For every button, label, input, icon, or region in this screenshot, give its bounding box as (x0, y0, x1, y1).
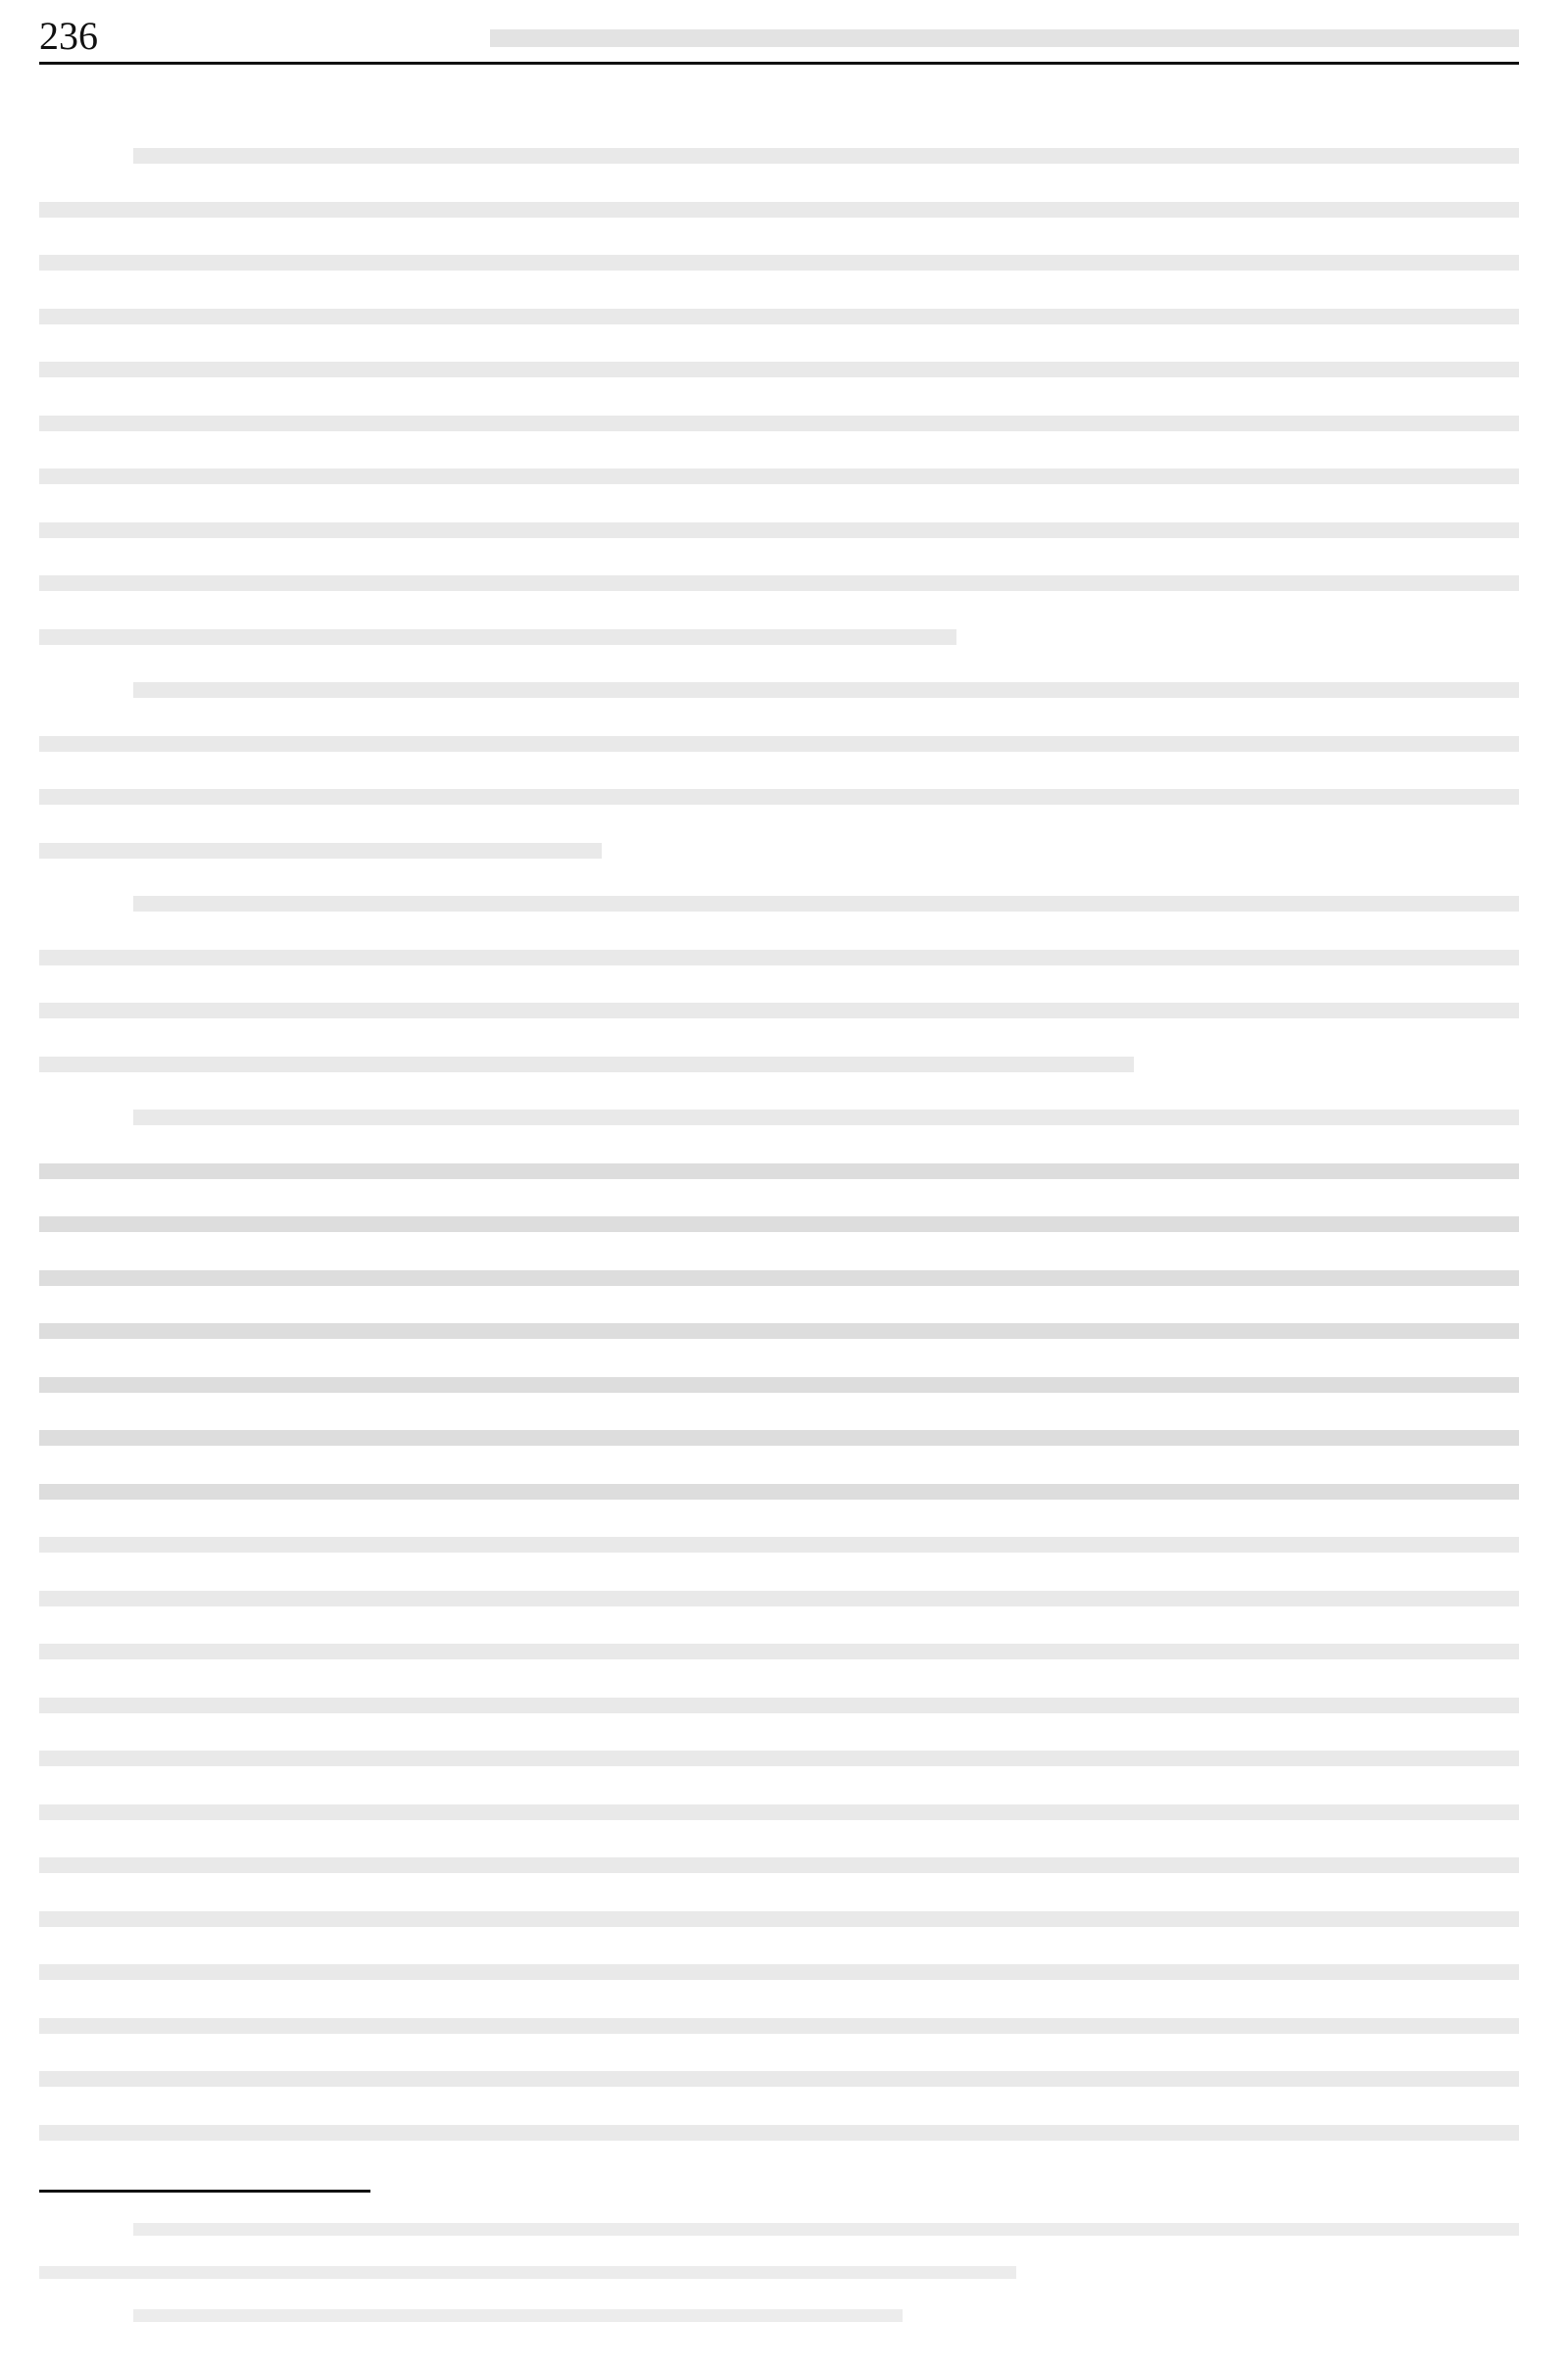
text-line (39, 557, 1519, 611)
text-line (39, 397, 1519, 451)
page-number: 236 (39, 14, 98, 58)
text-line (39, 1732, 1519, 1786)
text-line-italic (39, 1305, 1519, 1358)
text-line-italic (39, 1198, 1519, 1252)
text-line (39, 611, 1519, 665)
text-line-italic (39, 1411, 1519, 1465)
text-line (39, 2000, 1519, 2053)
running-title (490, 21, 1519, 56)
text-line (39, 183, 1519, 237)
body-text (39, 129, 1519, 2159)
text-line (39, 343, 1519, 397)
text-line (39, 2052, 1519, 2106)
text-line-italic (39, 1145, 1519, 1199)
text-line (39, 1038, 1519, 1092)
text-line (39, 2106, 1519, 2160)
running-header (39, 6, 1519, 65)
footnote-line (39, 2207, 1519, 2250)
text-line-italic (39, 1465, 1519, 1519)
footnote-line (39, 2250, 1519, 2294)
footnotes (39, 2207, 1519, 2337)
text-line (39, 1786, 1519, 1840)
text-line (39, 129, 1519, 183)
text-line (39, 770, 1519, 824)
text-line (39, 931, 1519, 985)
text-line (39, 450, 1519, 504)
footnote-line (39, 2294, 1519, 2337)
text-line (39, 1946, 1519, 2000)
text-line (39, 1572, 1519, 1626)
text-line (39, 1839, 1519, 1893)
text-line (39, 717, 1519, 771)
text-line (39, 1091, 1519, 1145)
text-line (39, 984, 1519, 1038)
text-line (39, 664, 1519, 717)
text-line (39, 1893, 1519, 1947)
text-line (39, 877, 1519, 931)
text-line-italic (39, 1252, 1519, 1306)
text-line (39, 1518, 1519, 1572)
text-line (39, 1625, 1519, 1679)
text-line (39, 1679, 1519, 1733)
text-line (39, 290, 1519, 344)
text-line (39, 824, 1519, 878)
text-line (39, 504, 1519, 558)
text-line-italic (39, 1358, 1519, 1412)
footnote-divider (39, 2190, 370, 2193)
text-line (39, 236, 1519, 290)
